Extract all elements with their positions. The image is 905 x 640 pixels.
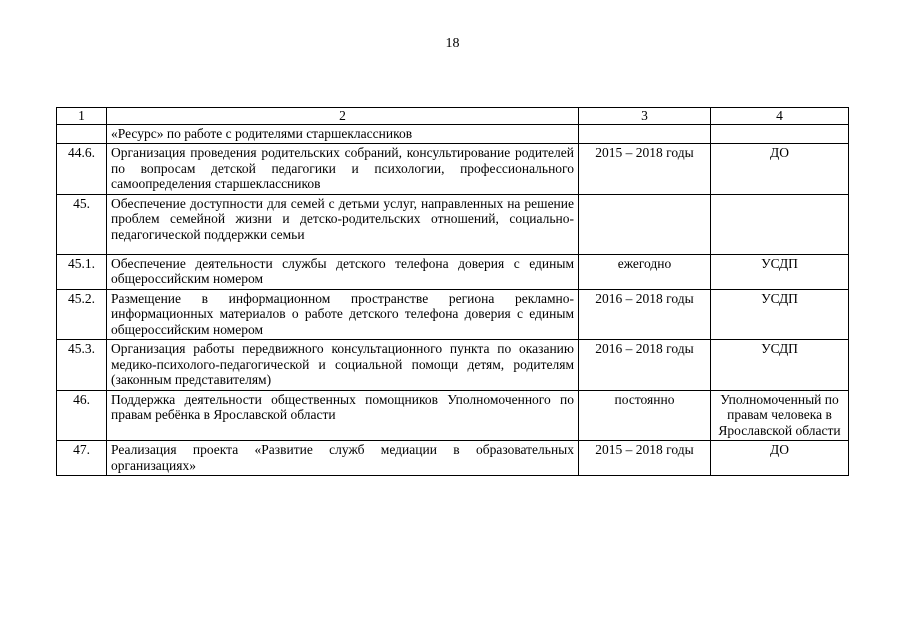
row-activity: Обеспечение доступности для семей с детьми услуг, направленных на решение проблем семейной жизни и детско-родительских отношений, социально-педагогической поддержки семьи <box>107 194 579 254</box>
row-executor: УСДП <box>711 289 849 340</box>
header-col-4: 4 <box>711 108 849 125</box>
row-activity: «Ресурс» по работе с родителями старшеклассников <box>107 124 579 144</box>
row-executor: ДО <box>711 441 849 476</box>
header-col-3: 3 <box>579 108 711 125</box>
table-row <box>57 144 849 195</box>
row-term: 2015 – 2018 годы <box>579 144 711 195</box>
table-row <box>57 194 849 254</box>
row-executor: ДО <box>711 144 849 195</box>
row-number: 47. <box>57 441 107 476</box>
page-number: 18 <box>445 36 460 51</box>
header-col-2: 2 <box>107 108 579 125</box>
table-row <box>57 289 849 340</box>
table-row <box>57 124 849 144</box>
row-number: 45. <box>57 194 107 254</box>
row-executor: Уполномоченный по правам человека в Ярославской области <box>711 390 849 441</box>
row-activity: Реализация проекта «Развитие служб медиации в образовательных организациях» <box>107 441 579 476</box>
plan-table <box>56 107 849 476</box>
header-row <box>57 108 849 125</box>
row-number: 44.6. <box>57 144 107 195</box>
row-executor: УСДП <box>711 340 849 391</box>
row-activity: Поддержка деятельности общественных помощников Уполномоченного по правам ребёнка в Ярославской области <box>107 390 579 441</box>
row-number: 45.1. <box>57 254 107 289</box>
row-executor <box>711 194 849 254</box>
row-number: 45.2. <box>57 289 107 340</box>
row-number <box>57 124 107 144</box>
row-activity: Организация работы передвижного консультационного пункта по оказанию медико-психолого-педагогической и социальной помощи детям, родителям (законным представителям) <box>107 340 579 391</box>
row-term: 2016 – 2018 годы <box>579 289 711 340</box>
row-executor: УСДП <box>711 254 849 289</box>
row-term <box>579 124 711 144</box>
table-row <box>57 390 849 441</box>
table-row <box>57 441 849 476</box>
row-number: 46. <box>57 390 107 441</box>
row-activity: Обеспечение деятельности службы детского телефона доверия с единым общероссийским номером <box>107 254 579 289</box>
row-activity: Размещение в информационном пространстве региона рекламно-информационных материалов о работе детского телефона доверия с единым общероссийским номером <box>107 289 579 340</box>
row-activity: Организация проведения родительских собраний, консультирование родителей по вопросам детской педагогики и психологии, профессионального самоопределения старшеклассников <box>107 144 579 195</box>
row-term: ежегодно <box>579 254 711 289</box>
row-term <box>579 194 711 254</box>
table-row <box>57 340 849 391</box>
row-term: постоянно <box>579 390 711 441</box>
row-term: 2016 – 2018 годы <box>579 340 711 391</box>
header-col-1: 1 <box>57 108 107 125</box>
row-executor <box>711 124 849 144</box>
row-number: 45.3. <box>57 340 107 391</box>
table-row <box>57 254 849 289</box>
row-term: 2015 – 2018 годы <box>579 441 711 476</box>
